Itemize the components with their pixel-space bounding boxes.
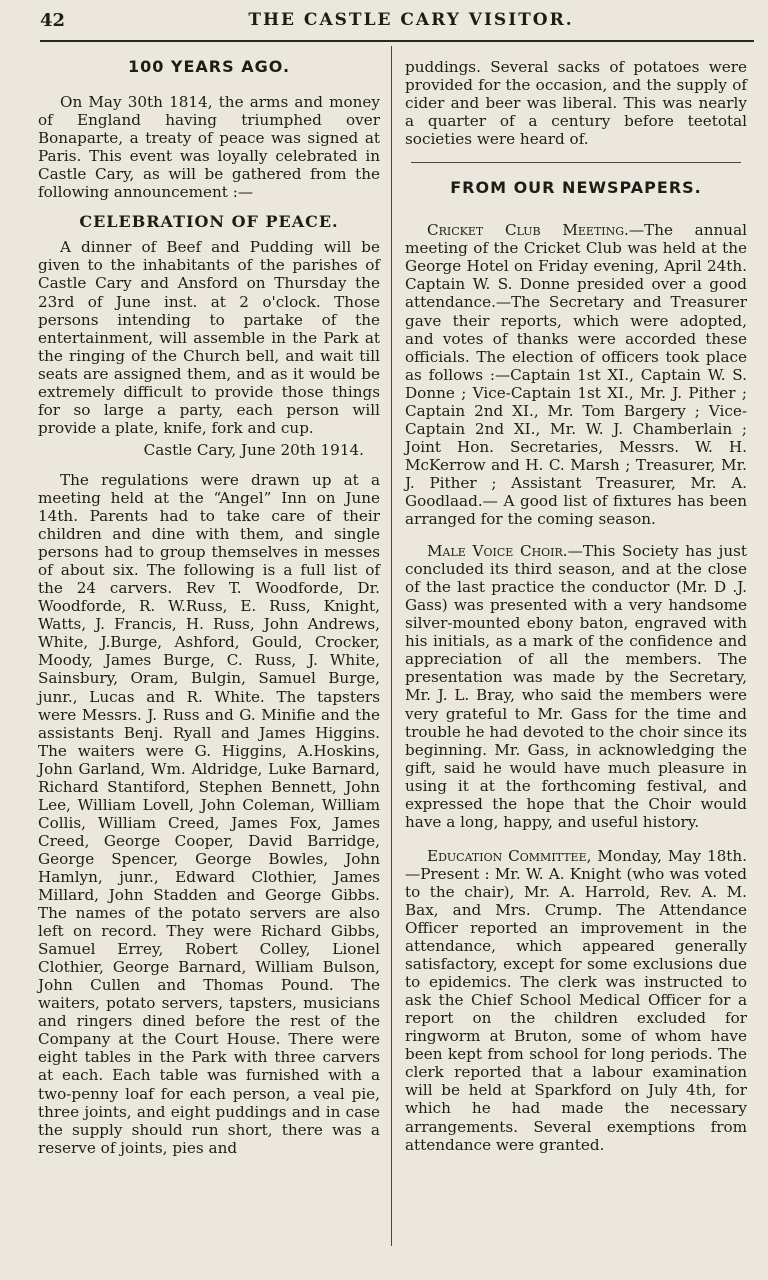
news-item-body: —The annual meeting of the Cricket Club was held at the George Hotel on Friday evening, April 24th. Captain W. S. Donne presided over a good attendance.—The Secretary and Treasurer gave their reports, which were adopted, and votes of thanks were accorded these officials. The election of officers took place as follows :—Captain 1st XI., Captain W. S. Donne ; Vice-Captain 1st XI., Mr. J. Pither ; Captain 2nd XI., Mr. Tom Bargery ; Vice-Captain 2nd XI., Mr. W. J. Chamberlain ; Joint Hon. Secretaries, Messrs. W. H. McKerrow and H. C. Marsh ; Treasurer, Mr. J. Pither ; Assistant Treasurer, Mr. A. Goodlaad.— A good list of fixtures has been arranged for the coming season.	[405, 221, 747, 529]
news-item-body: —This Society has just concluded its third season, and at the close of the last practice the conductor (Mr. D .J. Gass) was presented with a very handsome silver-mounted ebony baton, engraved with his initials, as a mark of the confidence and appreciation of all the members. The presentation was made by the Secretary, Mr. J. L. Bray, who said the members were very grateful to Mr. Gass for the time and trouble he had devoted to the choir since its beginning. Mr. Gass, in acknowledging the gift, said he would have much pleasure in using it at the forthcoming festival, and expressed the hope that the Choir would have a long, happy, and useful history.	[405, 542, 747, 831]
header-rule	[40, 40, 754, 42]
running-title: THE CASTLE CARY VISITOR.	[248, 10, 574, 30]
news-item-education-committee	[405, 847, 747, 1154]
news-item-male-voice-choir	[405, 542, 747, 831]
dateline: Castle Cary, June 20th 1914.	[143, 440, 364, 459]
news-item-lead: Cricket Club Meeting.	[427, 221, 629, 240]
right-column	[405, 58, 747, 1154]
left-column	[38, 54, 380, 1157]
news-item-lead: Male Voice Choir.	[427, 542, 568, 561]
page-number: 42	[40, 10, 66, 31]
news-item-lead: Education Committee,	[427, 846, 592, 865]
regulations-paragraph: The regulations were drawn up at a meeting held at the “Angel” Inn on June 14th. Parents had to take care of their children and dine with them, and single persons had to group themselves in messes of about six. The following is a full list of the 24 carvers. Rev T. Woodforde, Dr. Woodforde, R. W.Russ, E. Russ, Knight, Watts, J. Francis, H. Russ, John Andrews, White, J.Burge, Ashford, Gould, Crocker, Moody, James Burge, C. Russ, J. White, Sainsbury, Oram, Bulgin, Samuel Burge, junr., Lucas and R. White. The tapsters were Messrs. J. Russ and G. Minifie and the assistants Benj. Ryall and James Higgins. The waiters were G. Higgins, A.Hoskins, John Garland, Wm. Aldridge, Luke Barnard, Richard Stantiford, Stephen Bennett, John Lee, William Lovell, John Coleman, William Collis, William Creed, James Fox, James Creed, George Cooper, David Barridge, George Spencer, George Bowles, John Hamlyn, junr., Edward Clothier, James Millard, John Stadden and George Gibbs. The names of the potato servers are also left on record. They were Richard Gibbs, Samuel Errey, Robert Colley, Lionel Clothier, George Barnard, William Bulson, John Cullen and Thomas Pound. The waiters, potato servers, tapsters, musicians and ringers dined before the rest of the Company at the Court House. There were eight tables in the Park with three carvers at each. Each table was furnished with a two-penny loaf for each person, a veal pie, three joints, and eight puddings and in case the supply should run short, there was a reserve of joints, pies and	[38, 470, 380, 1157]
announcement-paragraph: A dinner of Beef and Pudding will be given to the inhabitants of the parishes of Castle Cary and Ansford on Thursday the 23rd of June inst. at 2 o'clock. Those persons intending to partake of the entertainment, will assemble in the Park at the ringing of the Church bell, and wait till seats are assigned them, and as it would be extremely difficult to provide those things for so large a party, each person will provide a plate, knife, fork and cup.	[38, 238, 380, 437]
page-header	[38, 4, 754, 32]
subheading-celebration-of-peace: CELEBRATION OF PEACE.	[79, 212, 339, 232]
section-rule	[411, 162, 741, 163]
column-divider	[391, 46, 392, 1246]
news-item-body: Monday, May 18th.—Present : Mr. W. A. Knight (who was voted to the chair), Mr. A. Harrold, Rev. A. M. Bax, and Mrs. Crump. The Attendance Officer reported an improvement in the attendance, which appeared generally satisfactory, except for some exclusions due to epidemics. The clerk was instructed to ask the Chief School Medical Officer for a report on the children excluded for ringworm at Bruton, some of whom have been kept from school for long periods. The clerk reported that a labour examination will be held at Sparkford on July 4th, for which he had made the necessary arrangements. Several exemptions from attendance were granted.	[405, 846, 747, 1154]
intro-paragraph: On May 30th 1814, the arms and money of England having triumphed over Bonaparte, a treaty of peace was signed at Paris. This event was loyally celebrated in Castle Cary, as will be gathered from the following announcement :—	[38, 93, 380, 202]
continuation-paragraph: puddings. Several sacks of potatoes were provided for the occasion, and the supply of cider and beer was liberal. This was nearly a quarter of a century before teetotal societies were heard of.	[405, 58, 747, 149]
section-title-from-our-newspapers: FROM OUR NEWSPAPERS.	[450, 178, 702, 198]
news-item-cricket-club	[405, 221, 747, 528]
section-title-100-years-ago: 100 YEARS AGO.	[127, 57, 291, 76]
